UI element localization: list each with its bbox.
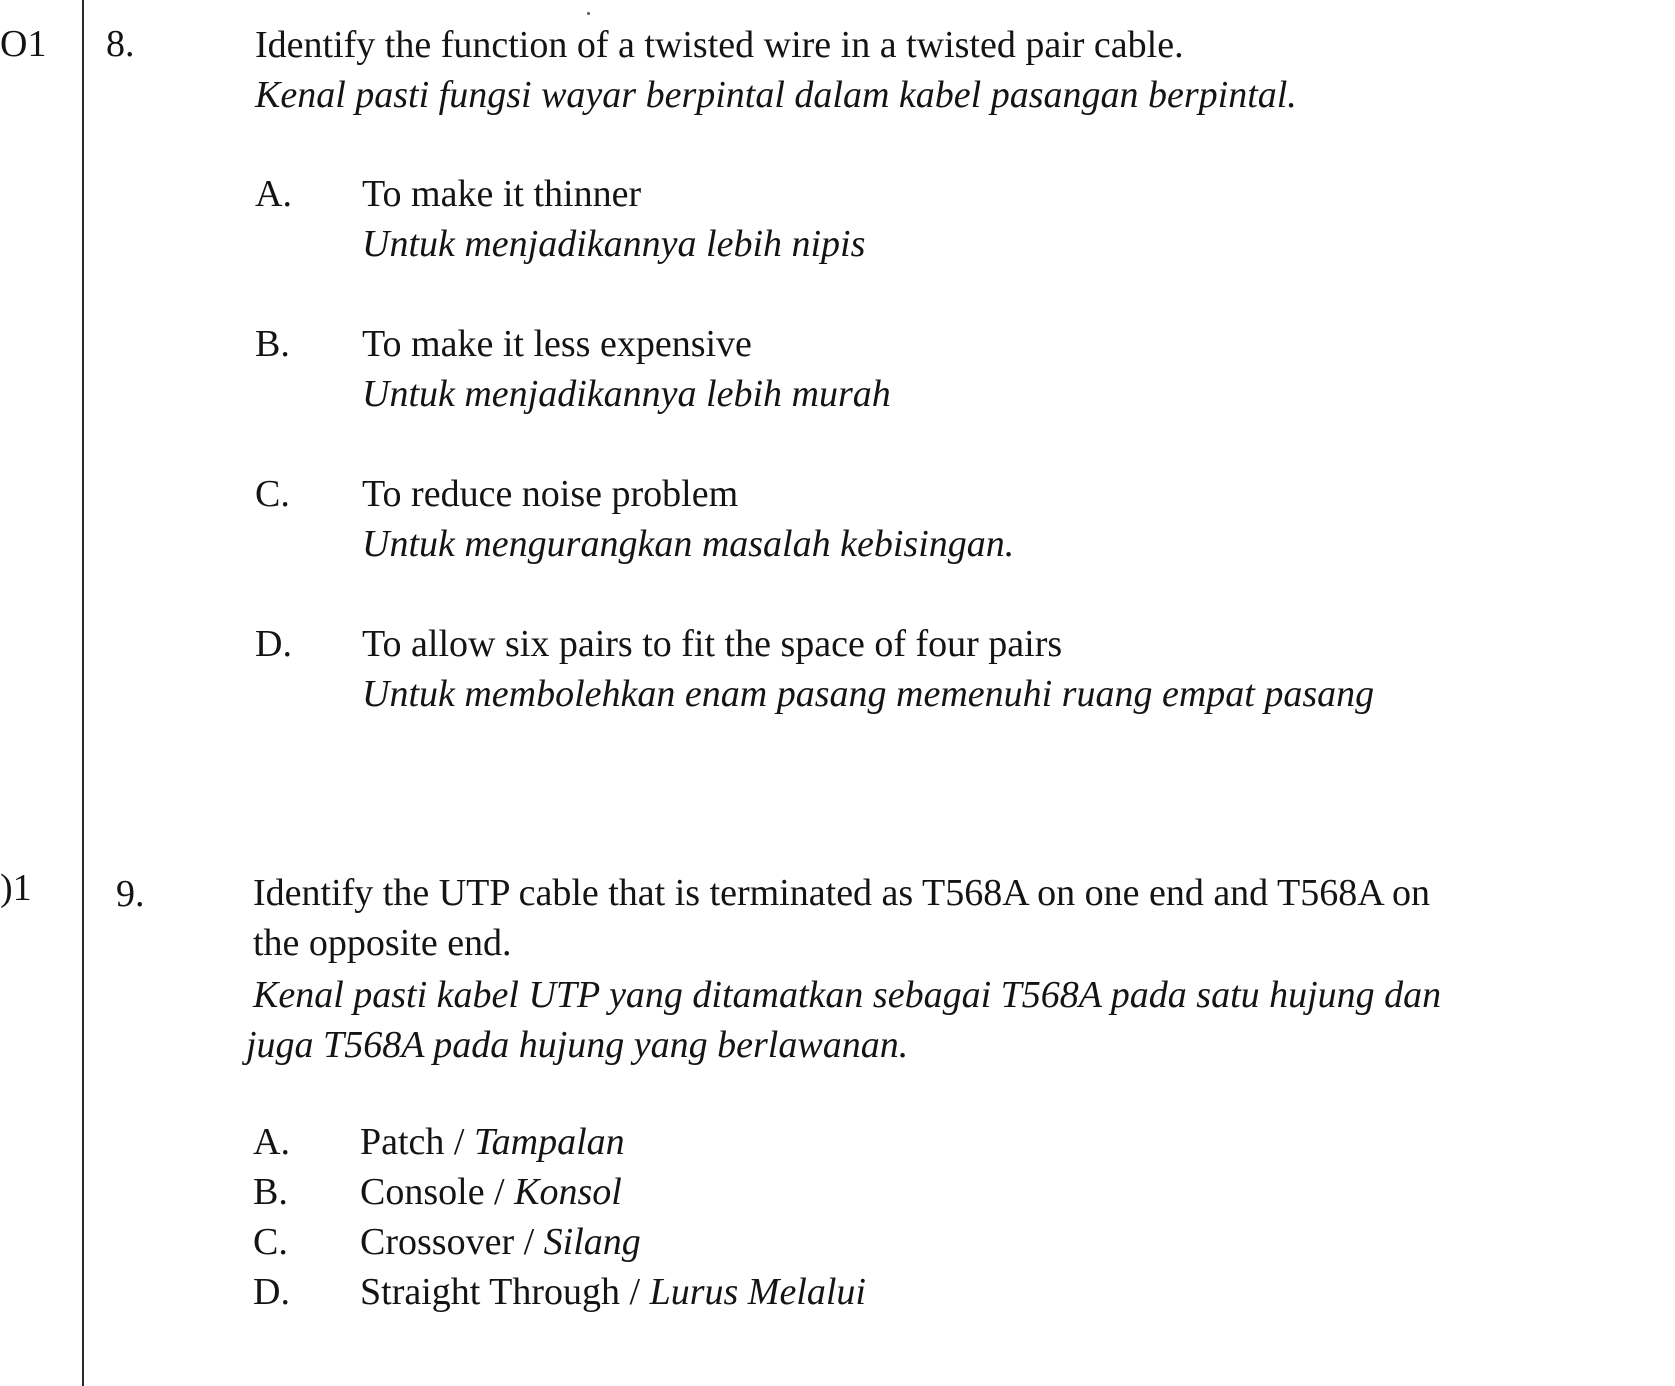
option-text-en: To allow six pairs to fit the space of four pairs	[362, 623, 1063, 665]
margin-rule	[82, 0, 84, 1386]
question-number: 8.	[106, 23, 135, 65]
option-letter: D.	[253, 1271, 290, 1313]
option-letter: C.	[255, 473, 290, 515]
question-stem-en: the opposite end.	[253, 922, 512, 964]
option-text-ms: Konsol	[514, 1171, 622, 1213]
question-stem-ms: Kenal pasti fungsi wayar berpintal dalam kabel pasangan berpintal.	[255, 74, 1297, 116]
option-row	[360, 1220, 641, 1264]
option-text-ms: Silang	[543, 1221, 641, 1263]
question-number: 9.	[116, 873, 145, 915]
option-row	[360, 1270, 866, 1314]
option-text-en: To make it thinner	[362, 173, 642, 215]
option-text-ms: Untuk menjadikannya lebih nipis	[362, 223, 866, 265]
option-letter: B.	[255, 323, 290, 365]
option-text-ms: Tampalan	[473, 1121, 625, 1163]
option-letter: A.	[253, 1121, 290, 1163]
option-row	[360, 1120, 625, 1164]
question-stem-en: Identify the UTP cable that is terminated as T568A on one end and T568A on	[253, 872, 1431, 914]
option-letter: B.	[253, 1171, 288, 1213]
question-stem-ms: Kenal pasti kabel UTP yang ditamatkan sebagai T568A pada satu hujung dan	[253, 974, 1442, 1016]
option-text-ms: Untuk mengurangkan masalah kebisingan.	[362, 523, 1015, 565]
question-stem-ms: juga T568A pada hujung yang berlawanan.	[246, 1024, 909, 1066]
margin-code: O1	[0, 23, 47, 65]
option-text-ms: Lurus Melalui	[649, 1271, 866, 1313]
option-text-en: Crossover /	[360, 1221, 544, 1263]
option-text-en: Console /	[360, 1171, 515, 1213]
option-text-en: Straight Through /	[360, 1271, 650, 1313]
scan-speck	[587, 12, 590, 15]
option-letter: A.	[255, 173, 292, 215]
option-text-ms: Untuk membolehkan enam pasang memenuhi ruang empat pasang	[362, 673, 1375, 715]
option-text-en: Patch /	[360, 1121, 474, 1163]
margin-code: )1	[0, 867, 32, 909]
option-text-ms: Untuk menjadikannya lebih murah	[362, 373, 891, 415]
option-row	[360, 1170, 622, 1214]
question-stem-en: Identify the function of a twisted wire in a twisted pair cable.	[255, 24, 1184, 66]
option-letter: D.	[255, 623, 292, 665]
option-text-en: To make it less expensive	[362, 323, 752, 365]
option-text-en: To reduce noise problem	[362, 473, 739, 515]
option-letter: C.	[253, 1221, 288, 1263]
